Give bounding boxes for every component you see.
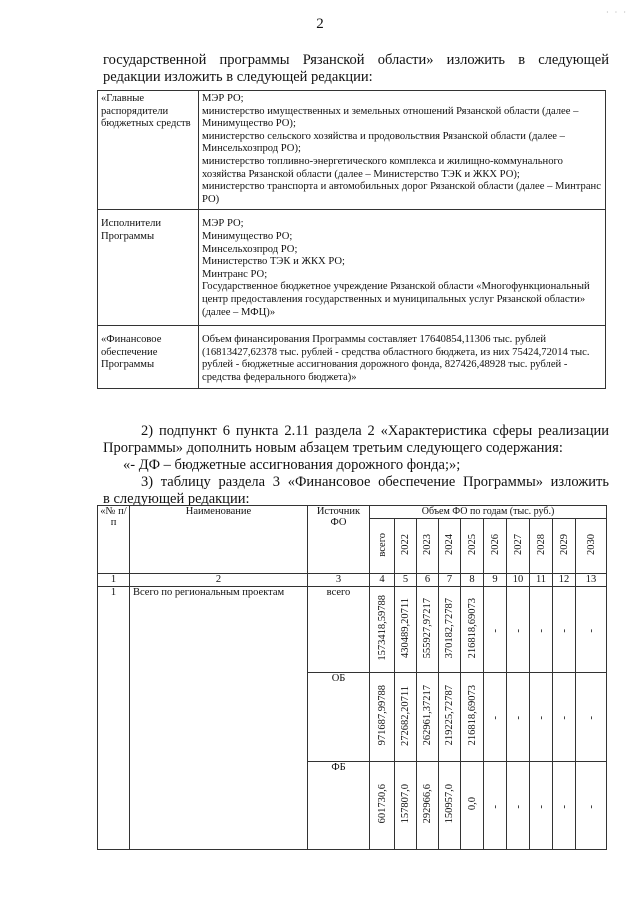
table-row <box>98 587 607 673</box>
value-cell <box>439 587 461 673</box>
passport-line: Минсельхозпрод РО; <box>202 243 298 255</box>
value: 555927,97217 <box>422 597 433 659</box>
value: 430489,20711 <box>400 598 411 658</box>
header-source: Источник ФО <box>308 506 370 574</box>
value: - <box>489 716 501 720</box>
year-header <box>370 519 395 574</box>
value-cell <box>553 673 576 762</box>
value-cell <box>370 762 395 850</box>
item3-line-1: 3) таблицу раздела 3 «Финансовое обеспечение Программы» изложить <box>141 474 609 490</box>
year-header <box>439 519 461 574</box>
value: - <box>489 804 501 809</box>
year-header <box>484 519 507 574</box>
value-cell <box>530 762 553 850</box>
header-volume: Объем ФО по годам (тыс. руб.) <box>370 506 607 519</box>
value-cell <box>370 673 395 762</box>
value-cell <box>461 673 484 762</box>
value: - <box>558 804 570 809</box>
col-number: 13 <box>576 574 607 587</box>
value-cell <box>553 762 576 850</box>
value: 292966,6 <box>422 784 433 824</box>
header-num: «№ п/п <box>98 506 130 574</box>
value: - <box>535 716 547 720</box>
col-number: 3 <box>308 574 370 587</box>
passport-label: «Главные распорядители бюджетных средств <box>98 91 199 210</box>
value-cell <box>461 587 484 673</box>
value: 0,0 <box>466 797 478 811</box>
financing-table <box>97 505 607 850</box>
value-cell <box>370 587 395 673</box>
passport-line: Минимущество РО; <box>202 230 293 242</box>
col-number: 9 <box>484 574 507 587</box>
value-cell <box>576 762 607 850</box>
passport-line: Минтранс РО; <box>202 268 268 280</box>
intro-line-1: государственной программы Рязанской области» изложить в следующей <box>103 52 609 68</box>
year-label: 2022 <box>400 534 411 555</box>
value-cell <box>530 587 553 673</box>
item3-line-2: в следующей редакции: <box>103 491 250 507</box>
year-label: 2023 <box>422 534 433 555</box>
row-number: 1 <box>98 587 130 850</box>
value-cell <box>417 762 439 850</box>
year-header <box>553 519 576 574</box>
value-cell <box>439 673 461 762</box>
value: - <box>512 716 524 720</box>
col-number: 6 <box>417 574 439 587</box>
col-number: 4 <box>370 574 395 587</box>
value-cell <box>576 587 607 673</box>
value: 601730,6 <box>376 784 388 824</box>
col-number: 7 <box>439 574 461 587</box>
passport-row <box>98 91 606 210</box>
value: - <box>512 628 524 633</box>
page-number: 2 <box>316 16 324 32</box>
value: - <box>535 804 547 809</box>
passport-line: МЭР РО; <box>202 93 244 104</box>
value-cell <box>576 673 607 762</box>
year-label: 2030 <box>585 534 597 555</box>
row-source: ФБ <box>308 762 370 850</box>
value: - <box>535 628 547 633</box>
value: 219225,72787 <box>444 685 455 746</box>
passport-label: Исполнители Программы <box>98 210 199 326</box>
value: 272682,20711 <box>400 685 411 746</box>
value-cell <box>395 673 417 762</box>
row-source: всего <box>308 587 370 673</box>
corner-mark: · · · <box>606 8 628 17</box>
year-header <box>395 519 417 574</box>
year-label: 2028 <box>535 534 547 555</box>
value: - <box>585 804 598 809</box>
col-number: 5 <box>395 574 417 587</box>
row-name: Всего по региональным проектам <box>130 587 308 850</box>
value: 370182,72787 <box>444 597 455 659</box>
passport-line: МЭР РО; <box>202 218 244 230</box>
value-cell <box>395 762 417 850</box>
passport-content <box>199 326 606 389</box>
value-cell <box>507 762 530 850</box>
column-number-row <box>98 574 607 587</box>
passport-line: министерство сельского хозяйства и продовольствия Рязанской области (далее – Минсельхозпрод РО); <box>202 130 565 155</box>
item2-line-2: Программы» дополнить новым абзацем третьим следующего содержания: <box>103 440 563 456</box>
value-cell <box>484 762 507 850</box>
value-cell <box>530 673 553 762</box>
passport-content <box>199 210 606 326</box>
value: - <box>512 804 524 809</box>
year-header <box>530 519 553 574</box>
value-cell <box>417 673 439 762</box>
header-name: Наименование <box>130 506 308 574</box>
year-header <box>576 519 607 574</box>
value-cell <box>484 587 507 673</box>
value: - <box>558 628 570 633</box>
value: - <box>585 628 598 633</box>
value: 216818,69073 <box>466 685 478 746</box>
passport-line: Государственное бюджетное учреждение Рязанской области «Многофункциональный центр предоставления государственных и муниципальных услуг Рязанской области» (далее – МФЦ)» <box>202 281 590 318</box>
value: 157807,0 <box>400 784 411 824</box>
year-label: 2024 <box>444 534 455 555</box>
col-number: 11 <box>530 574 553 587</box>
value-cell <box>507 673 530 762</box>
value-cell <box>439 762 461 850</box>
passport-row <box>98 210 606 326</box>
value-cell <box>461 762 484 850</box>
program-passport-table <box>97 90 606 389</box>
year-label: 2029 <box>558 534 570 555</box>
value: - <box>489 628 501 633</box>
intro-line-2: редакции изложить в следующей редакции: <box>103 69 373 85</box>
passport-line: министерство транспорта и автомобильных дорог Рязанской области (далее – Минтранс РО) <box>202 181 601 205</box>
value-cell <box>507 587 530 673</box>
col-number: 8 <box>461 574 484 587</box>
year-header <box>461 519 484 574</box>
col-number: 2 <box>130 574 308 587</box>
passport-line: министерство имущественных и земельных отношений Рязанской области (далее – Минимущество РО); <box>202 105 579 130</box>
value: 971687,99788 <box>376 685 388 746</box>
passport-label: «Финансовое обеспечение Программы <box>98 326 199 389</box>
year-label: 2025 <box>466 534 478 555</box>
year-header <box>507 519 530 574</box>
year-header <box>417 519 439 574</box>
item2-quote: «- ДФ – бюджетные ассигнования дорожного фонда;»; <box>123 457 461 473</box>
col-number: 1 <box>98 574 130 587</box>
year-label: всего <box>376 532 388 557</box>
item2-line-1: 2) подпункт 6 пункта 2.11 раздела 2 «Характеристика сферы реализации <box>141 423 609 439</box>
value: 1573418,59788 <box>376 595 388 661</box>
value: 150957,0 <box>444 784 455 824</box>
year-label: 2027 <box>512 534 524 555</box>
value: 262961,37217 <box>422 685 433 746</box>
year-label: 2026 <box>489 534 501 555</box>
value-cell <box>417 587 439 673</box>
passport-line: Министерство ТЭК и ЖКХ РО; <box>202 256 345 268</box>
passport-content <box>199 91 606 210</box>
col-number: 10 <box>507 574 530 587</box>
passport-line: Объем финансирования Программы составляет 17640854,11306 тыс. рублей (16813427,62378 тыс. рублей - средства областного бюджета, из них 75424,72014 тыс. рублей - бюджетные ассигнования дорожного фонда, 827426,48928 тыс. рублей - средства федерального бюджета)» <box>202 334 590 383</box>
passport-row <box>98 326 606 389</box>
row-source: ОБ <box>308 673 370 762</box>
value: - <box>558 716 570 720</box>
value: 216818,69073 <box>466 597 478 659</box>
value: - <box>585 716 598 720</box>
value-cell <box>395 587 417 673</box>
passport-line: министерство топливно-энергетического комплекса и жилищно-коммунального хозяйства Рязанской области (далее – Министерство ТЭК и ЖКХ РО); <box>202 155 563 180</box>
value-cell <box>553 587 576 673</box>
value-cell <box>484 673 507 762</box>
col-number: 12 <box>553 574 576 587</box>
